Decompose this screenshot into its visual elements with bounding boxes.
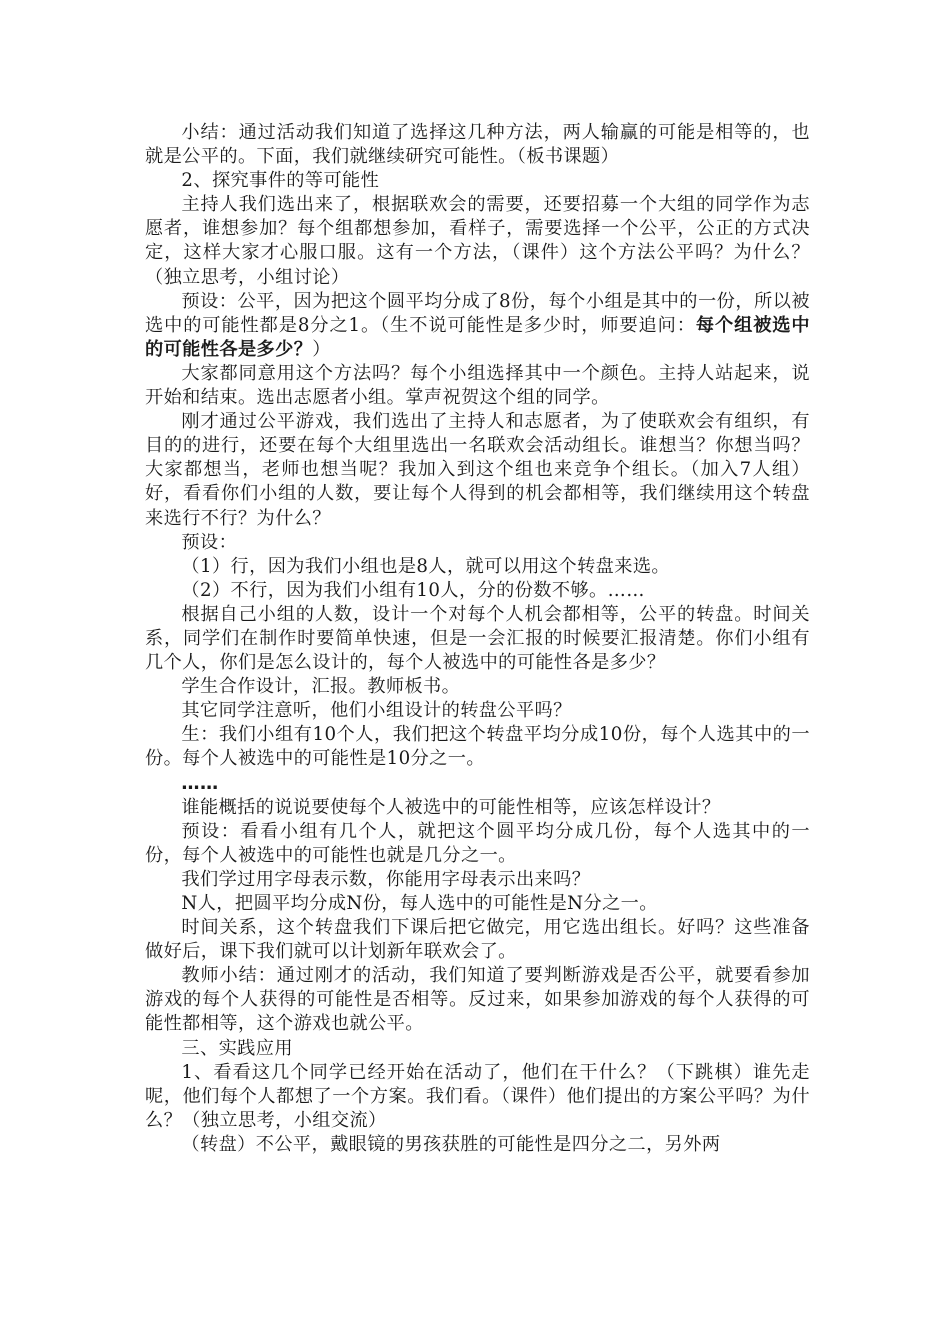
teacher-summary-paragraph: 教师小结：通过刚才的活动，我们知道了要判断游戏是否公平，就要看参加游戏的每个人获得的可能性是否相等。反过来，如果参加游戏的每个人获得的可能性都相等，这个游戏也就公平。 <box>145 965 810 1035</box>
summary-paragraph: 小结：通过活动我们知道了选择这几种方法，两人输赢的可能是相等的，也就是公平的。下面，我们就继续研究可能性。（板书课题） <box>145 122 810 168</box>
preset-label: 预设： <box>181 531 238 553</box>
time-paragraph: 时间关系，这个转盘我们下课后把它做完，用它选出组长。好吗？这些准备做好后，课下我们就可以计划新年联欢会了。 <box>145 917 810 963</box>
group-leader-paragraph: 刚才通过公平游戏，我们选出了主持人和志愿者，为了使联欢会有组织，有目的的进行，还要在每个大组里选出一名联欢会活动组长。谁想当？你想当吗？大家都想当，老师也想当呢？我加入到这个组也来竞争个组长。（加入7人组）好，看看你们小组的人数，要让每个人得到的机会都相等，我们继续用这个转盘来选行不行？为什么？ <box>145 411 810 529</box>
document-page <box>145 121 810 1157</box>
emphasis-close: ） <box>312 338 331 360</box>
design-spinner-paragraph: 根据自己小组的人数，设计一个对每个人机会都相等，公平的转盘。时间关系，同学们在制作时要简单快速，但是一会汇报的时候要汇报清楚。你们小组有几个人，你们是怎么设计的，每个人被选中的可能性各是多少？ <box>145 603 810 674</box>
preset-fair-paragraph <box>145 290 810 362</box>
student-answer-paragraph: 生：我们小组有10个人，我们把这个转盘平均分成10份，每个人选其中的一份。每个人被选中的可能性是10分之一。 <box>145 724 810 770</box>
checkers-paragraph: 1、看看这几个同学已经开始在活动了，他们在干什么？（下跳棋）谁先走呢，他们每个人都想了一个方案。我们看。（课件）他们提出的方案公平吗？为什么？（独立思考，小组交流） <box>145 1061 810 1131</box>
letter-question-paragraph: 我们学过用字母表示数，你能用字母表示出来吗？ <box>181 868 591 890</box>
ellipsis-paragraph: …… <box>181 772 219 794</box>
preset-option-1: （1）行，因为我们小组也是8人，就可以用这个转盘来选。 <box>181 555 671 577</box>
report-paragraph: 学生合作设计，汇报。教师板书。 <box>181 676 461 698</box>
section-heading-practice: 三、实践应用 <box>181 1037 293 1059</box>
listen-paragraph: 其它同学注意听，他们小组设计的转盘公平吗？ <box>181 700 572 722</box>
volunteer-paragraph: 主持人我们选出来了，根据联欢会的需要，还要招募一个大组的同学作为志愿者，谁想参加？每个组都想参加，看样子，需要选择一个公平，公正的方式决定，这样大家才心服口服。这有一个方法，（课件）这个方法公平吗？为什么？（独立思考，小组讨论） <box>145 194 810 288</box>
generalize-question-paragraph: 谁能概括的说说要使每个人被选中的可能性相等，应该怎样设计？ <box>181 796 721 818</box>
agree-paragraph: 大家都同意用这个方法吗？每个小组选择其中一个颜色。主持人站起来，说开始和结束。选出志愿者小组。掌声祝贺这个组的同学。 <box>145 362 810 409</box>
emphasis-question: 每个组被选中的可能性各是多少？ <box>145 314 810 360</box>
preset-option-2: （2）不行，因为我们小组有10人，分的份数不够。…… <box>181 579 645 601</box>
preset-fair-text: 预设：公平，因为把这个圆平均分成了8份，每个小组是其中的一份，所以被选中的可能性都是8分之1。（生不说可能性是多少时，师要追问： <box>145 290 810 336</box>
n-people-paragraph: N人，把圆平均分成N份，每人选中的可能性是N分之一。 <box>181 893 658 914</box>
section-heading-equal-possibility: 2、探究事件的等可能性 <box>181 170 380 192</box>
preset-general-paragraph: 预设：看看小组有几个人，就把这个圆平均分成几份，每个人选其中的一份，每个人被选中的可能性也就是几分之一。 <box>145 820 810 866</box>
spinner-unfair-paragraph: （转盘）不公平，戴眼镜的男孩获胜的可能性是四分之二，另外两 <box>181 1133 721 1155</box>
